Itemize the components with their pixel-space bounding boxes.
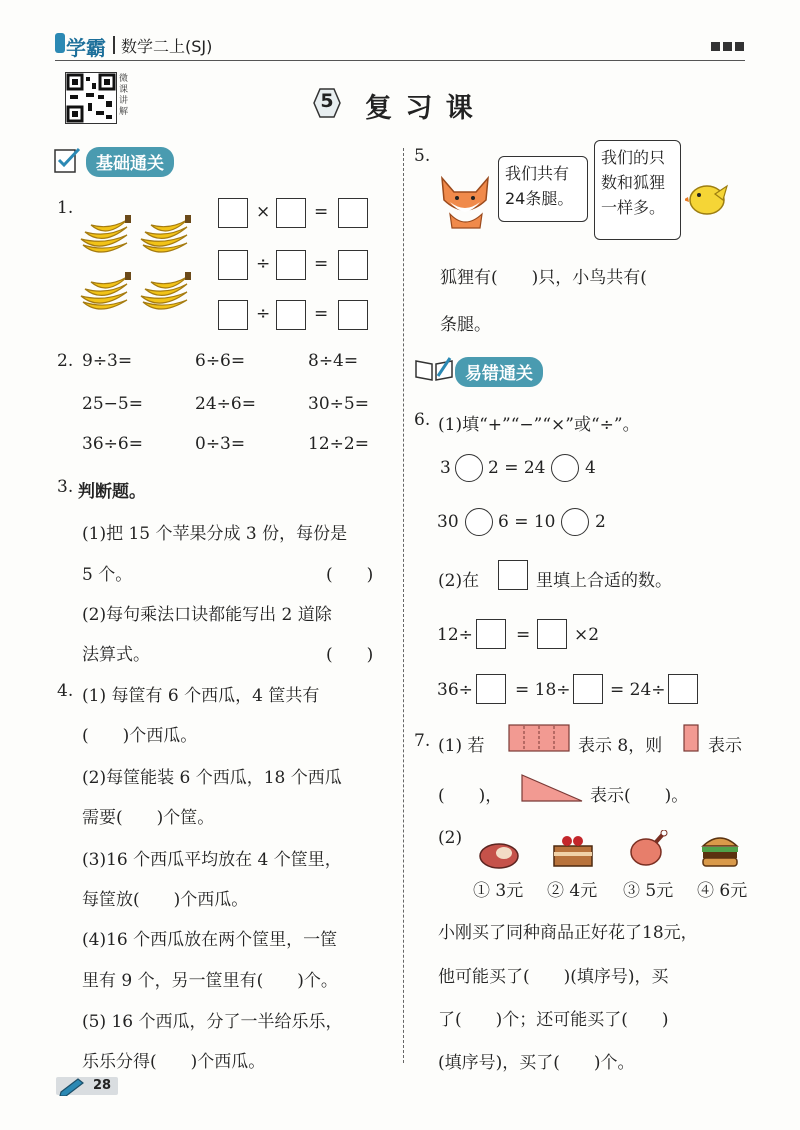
q4-line: ( )个西瓜。 [82,726,198,746]
q6-eq1-a: 3 [440,458,451,478]
title-number: 5 [320,90,334,112]
q5-line1: 狐狸有( )只，小鸟共有( [440,268,647,288]
header-block [735,42,744,51]
item-price-label: ③ 5元 [623,881,674,901]
q2-item: 12÷2= [308,434,369,454]
q2-number: 2. [57,351,74,371]
q4-line: (5) 16 个西瓜，分了一半给乐乐， [82,1012,343,1032]
q3-number: 3. [57,477,74,497]
q2-item: 24÷6= [195,394,256,414]
q3-item2-line2: 法算式。 [82,645,150,665]
burger-icon [700,830,740,870]
q2-item: 25−5= [82,394,143,414]
section-basic: 基础通关 [86,147,174,177]
q4-number: 4. [57,681,74,701]
q1-answer-box[interactable] [338,300,368,330]
q6-answer-box[interactable] [476,619,506,649]
q1-answer-box[interactable] [218,250,248,280]
q4-line: 需要( )个筐。 [82,808,215,828]
q1-op: ÷ [256,304,271,324]
checklist-icon [53,146,83,174]
brand-name: 学霸 [66,36,106,60]
page-number: 28 [93,1078,112,1093]
q7-part1-c: 表示 [708,736,742,756]
q6-example-box [498,560,528,590]
brand-logo-mark [55,33,65,53]
q3-item2-answer[interactable]: ( ) [326,645,374,665]
pencil-icon [58,1076,86,1096]
q1-op: = [314,254,329,274]
q6-eq1-c: 4 [585,458,596,478]
q1-answer-box[interactable] [218,198,248,228]
q4-line: (3)16 个西瓜平均放在 4 个筐里， [82,850,342,870]
q7-line: 小刚买了同种商品正好花了18元， [438,923,698,943]
q6-eq4-c: = 24÷ [610,680,666,700]
q6-eq4-b: = 18÷ [515,680,571,700]
q1-answer-box[interactable] [218,300,248,330]
q6-eq3-c: ×2 [574,625,600,645]
q4-line: 乐乐分得( )个西瓜。 [82,1052,266,1072]
q4-line: 里有 9 个，另一筐里有( )个。 [82,971,338,991]
column-divider [403,148,404,1063]
bread-icon [478,836,520,870]
q6-answer-box[interactable] [537,619,567,649]
q1-op: ÷ [256,254,271,274]
q2-item: 8÷4= [308,351,359,371]
q6-answer-box[interactable] [573,674,603,704]
q6-eq2-a: 30 [437,512,459,532]
fox-icon [436,170,494,230]
q6-answer-box[interactable] [668,674,698,704]
q4-line: 每筐放( )个西瓜。 [82,890,249,910]
bird-speech-bubble: 我们的只 数和狐狸 一样多。 [594,140,681,240]
q1-op: = [314,202,329,222]
q1-answer-box[interactable] [276,198,306,228]
q6-eq1-b: 2 = 24 [488,458,546,478]
open-book-icon [414,356,454,382]
q2-item: 0÷3= [195,434,246,454]
pink-triangle [520,773,584,803]
q4-line: (1) 每筐有 6 个西瓜，4 筐共有 [82,686,320,706]
q3-item1-answer[interactable]: ( ) [326,565,374,585]
q3-item1-line1: (1)把 15 个苹果分成 3 份，每份是 [82,524,348,544]
q3-item2-line1: (2)每句乘法口诀都能写出 2 道除 [82,605,332,625]
pink-bar-full [508,724,570,752]
q7-number: 7. [414,731,431,751]
item-price-label: ② 4元 [547,881,598,901]
fox-speech-bubble: 我们共有 24条腿。 [498,156,588,222]
q1-answer-box[interactable] [276,300,306,330]
q6-eq3-b: = [516,625,531,645]
q6-part1-prompt: (1)填“+”“−”“×”或“÷”。 [438,415,640,435]
qr-caption: 微课讲解 [119,74,129,117]
book-subtitle: 数学二上(SJ) [121,37,213,56]
q6-eq4-a: 36÷ [437,680,473,700]
q3-title: 判断题。 [78,482,146,502]
qr-code[interactable] [65,72,117,124]
q5-number: 5. [414,146,431,166]
q5-line2: 条腿。 [440,315,491,335]
q7-line: (填序号)，买了( )个。 [438,1053,635,1073]
header-block [711,42,720,51]
header-divider [113,36,115,54]
item-price-label: ① 3元 [473,881,524,901]
drumstick-icon [628,830,668,870]
q2-item: 9÷3= [82,351,133,371]
operator-circle[interactable] [455,454,483,482]
q6-part2-a: (2)在 [438,571,480,591]
q7-part1-b: 表示 8，则 [578,736,663,756]
q6-eq2-b: 6 = 10 [498,512,556,532]
operator-circle[interactable] [465,508,493,536]
bird-icon [685,178,729,216]
q6-part2-b: 里填上合适的数。 [536,571,672,591]
q6-number: 6. [414,410,431,430]
q6-answer-box[interactable] [476,674,506,704]
q7-line2-b: 表示( )。 [590,786,689,806]
q2-item: 36÷6= [82,434,143,454]
q1-answer-box[interactable] [276,250,306,280]
q4-line: (2)每筐能装 6 个西瓜，18 个西瓜 [82,768,342,788]
banana-bunches-icon [75,205,205,315]
operator-circle[interactable] [561,508,589,536]
operator-circle[interactable] [551,454,579,482]
q4-line: (4)16 个西瓜放在两个筐里，一筐 [82,930,338,950]
q1-number: 1. [57,198,74,218]
q1-answer-box[interactable] [338,250,368,280]
q7-line: 他可能买了( )(填序号)，买 [438,967,669,987]
q2-item: 30÷5= [308,394,369,414]
q7-part2-label: (2) [438,828,463,848]
header-block [723,42,732,51]
q2-item: 6÷6= [195,351,246,371]
section-mistake: 易错通关 [455,357,543,387]
q7-part1-a: (1) 若 [438,736,485,756]
page-title: 复 习 课 [365,93,475,124]
q3-item1-line2: 5 个。 [82,565,133,585]
q6-eq3-a: 12÷ [437,625,473,645]
q1-op: × [256,202,271,222]
q6-eq2-c: 2 [595,512,606,532]
q7-line: 了( )个；还可能买了( ) [438,1010,669,1030]
pink-bar-part [683,724,699,752]
item-price-label: ④ 6元 [697,881,748,901]
cake-icon [551,830,595,870]
q1-answer-box[interactable] [338,198,368,228]
header-rule [55,60,745,61]
q7-line2-a: ( )， [438,786,503,806]
q1-op: = [314,304,329,324]
